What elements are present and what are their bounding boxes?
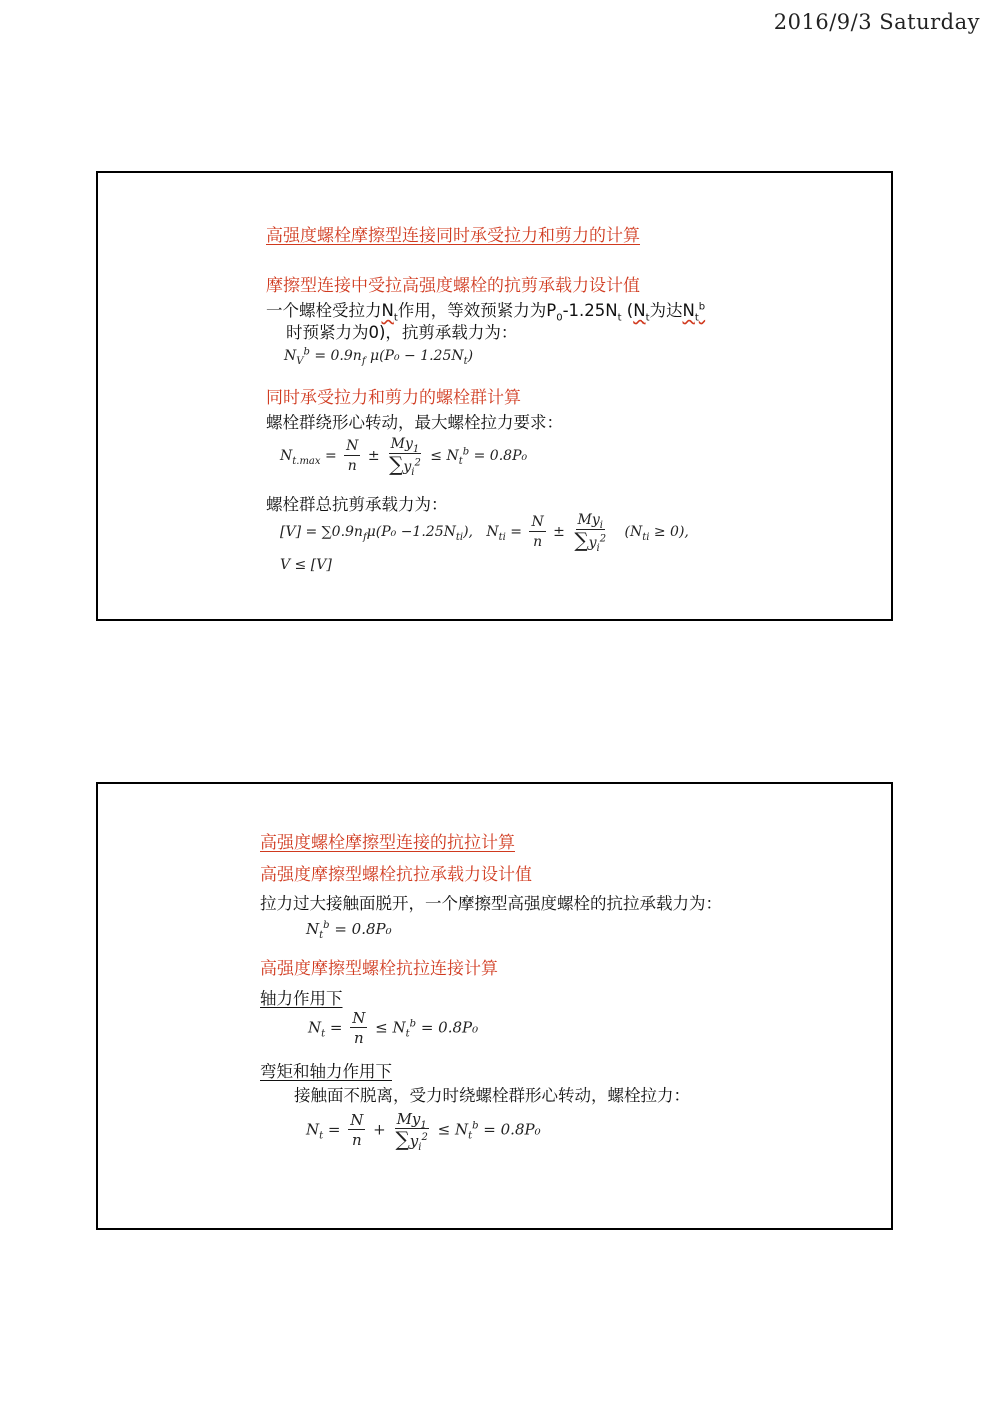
slide-1 [96,171,893,621]
header-date: 2016/9/3 Saturday [773,10,980,34]
slide-title: 高强度螺栓摩擦型连接同时承受拉力和剪力的计算 [266,226,640,246]
section-heading: 摩擦型连接中受拉高强度螺栓的抗剪承载力设计值 [266,276,640,296]
formula-moment-axial: $N_t$ = $\frac{N}{n}$ + $\frac{My_1}{\sum y_i^2}$ ≤ $N_t^b = 0.8P_0$ [306,1110,541,1153]
formula-max-tension: $N_{t.max}$ = $\frac{N}{n}$ ± $\frac{My_1}{\sum y_i^2}$ ≤ $N_t^b = 0.8P_0$ [280,436,528,478]
subheading-axial: 轴力作用下 [260,989,343,1008]
formula-tensile-capacity: $N_t^b = 0.8P_0$ [306,920,392,941]
body-line: 螺栓群绕形心转动，最大螺栓拉力要求： [266,413,563,432]
slide-2 [96,782,893,1230]
symbol-nt: $N_t$ [381,301,398,324]
body-line: 螺栓群总抗剪承载力为： [266,495,448,514]
body-line: 时预紧力为0)，抗剪承载力为： [286,323,518,342]
section-heading: 同时承受拉力和剪力的螺栓群计算 [266,388,521,408]
body-line: 拉力过大接触面脱开，一个摩擦型高强度螺栓的抗拉承载力为： [260,894,722,913]
formula-shear-capacity: $N_V^b = 0.9n_f$ $\mu(P_0 - 1.25N_t)$ [284,346,474,367]
section-heading: 高强度摩擦型螺栓抗拉承载力设计值 [260,865,532,885]
formula-check: V ≤ [V] [280,557,332,573]
subheading-moment-axial: 弯矩和轴力作用下 [260,1062,392,1081]
formula-axial: $N_t$ = $\frac{N}{n}$ ≤ $N_t^b = 0.8P_0$ [308,1009,479,1047]
body-line: 一个螺栓受拉力$N_t$作用，等效预紧力为$P_0-1.25N_t$ ($N_t$为达$N_t^b$ [266,301,706,324]
body-line: 接触面不脱离，受力时绕螺栓群形心转动，螺栓拉力： [294,1086,690,1105]
section-heading: 高强度摩擦型螺栓抗拉连接计算 [260,959,498,979]
slide-title: 高强度螺栓摩擦型连接的抗拉计算 [260,833,515,853]
formula-group-shear: $[V] = \sum 0.9n_f\mu(P_0 -1.25N_{ti})$, $N_{ti}$ = $\frac{N}{n}$ ± $\frac{My_i}{\sum y_i^2}$ $(N_{ti} \ge 0)$, [280,512,689,554]
